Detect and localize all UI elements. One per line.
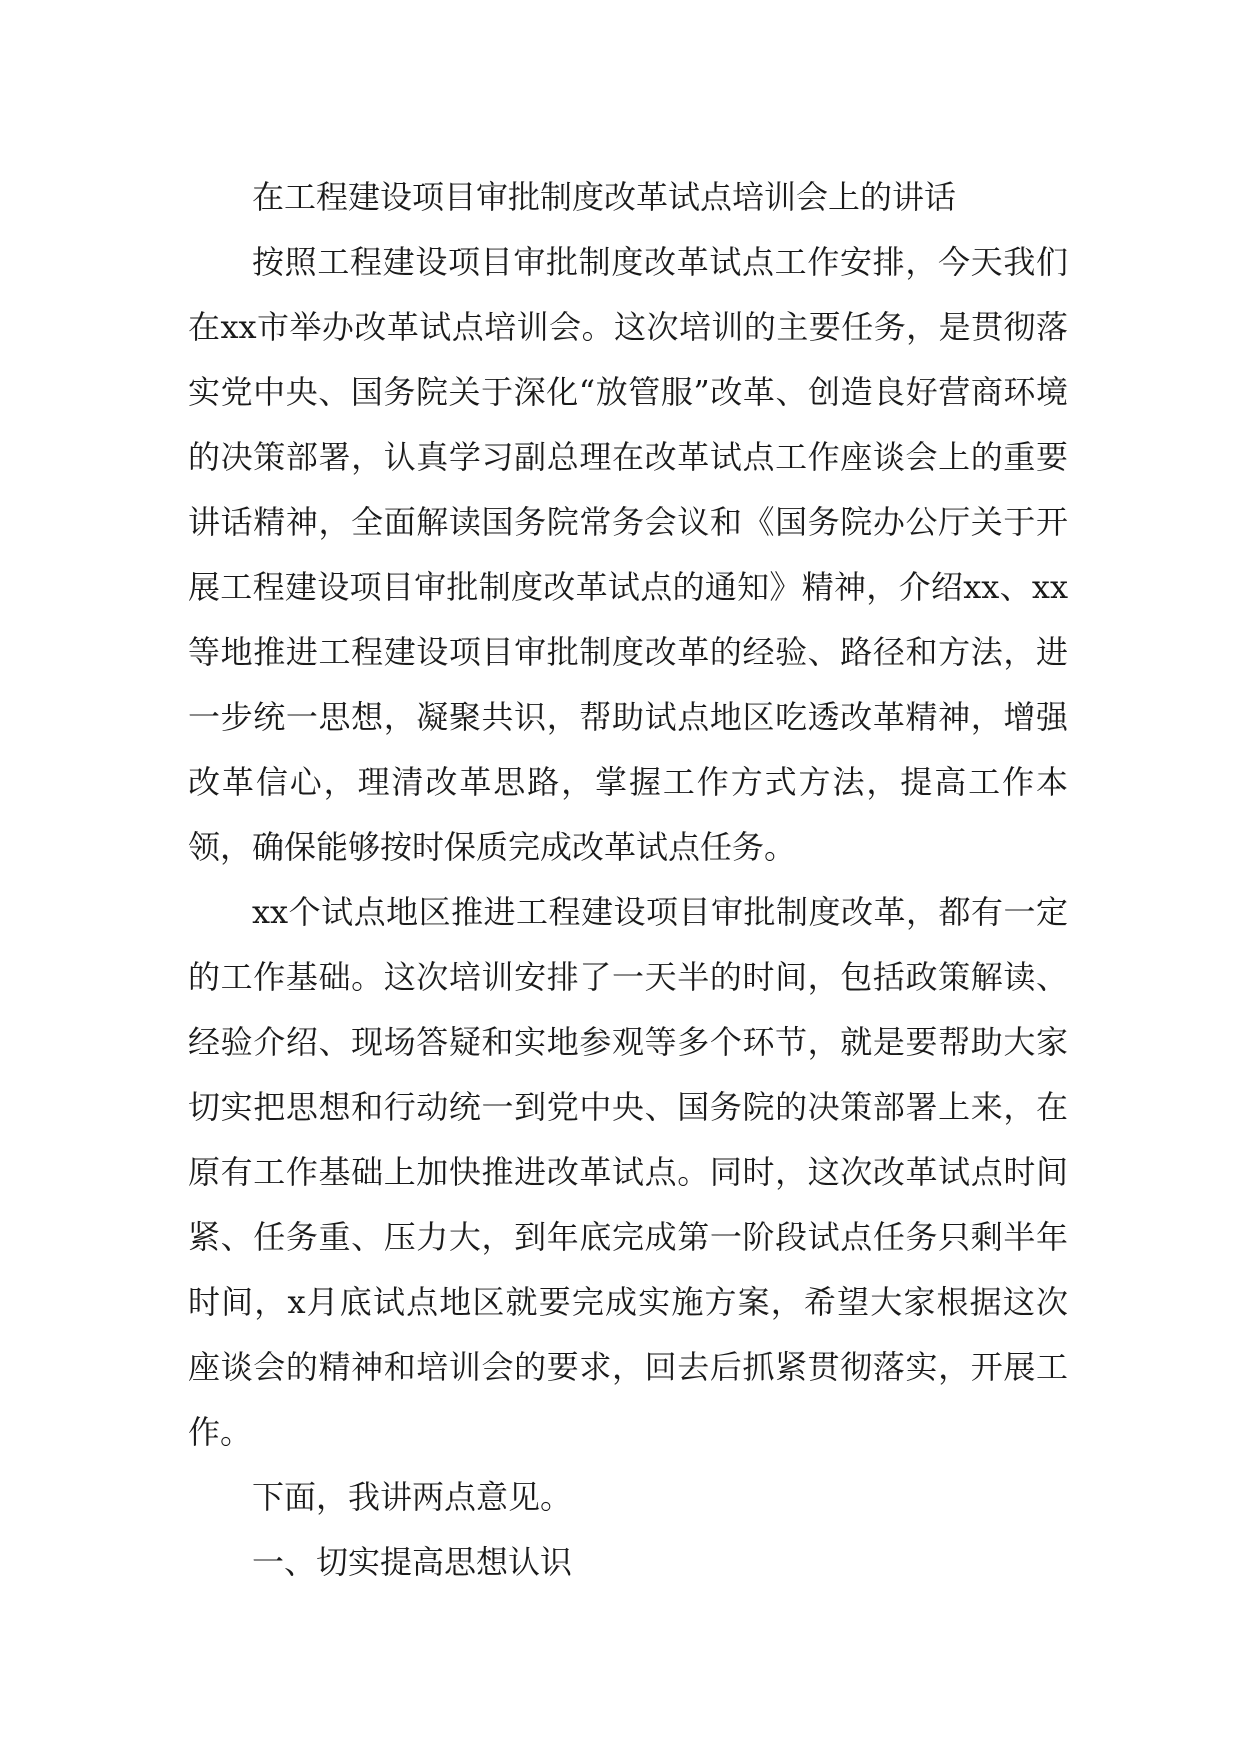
document-body xyxy=(188,165,1068,1595)
paragraph-3: 下面，我讲两点意见。 xyxy=(252,1478,573,1516)
paragraph-2: xx个试点地区推进工程建设项目审批制度改革，都有一定的工作基础。这次培训安排了一天半的时间，包括政策解读、经验介绍、现场答疑和实地参观等多个环节，就是要帮助大家切实把思想和行动统一到党中央、国务院的决策部署上来，在原有工作基础上加快推进改革试点。同时，这次改革试点时间紧、任务重、压力大，到年底完成第一阶段试点任务只剩半年时间，x月底试点地区就要完成实施方案，希望大家根据这次座谈会的精神和培训会的要求，回去后抓紧贯彻落实，开展工作。 xyxy=(188,893,1068,1451)
document-title: 在工程建设项目审批制度改革试点培训会上的讲话 xyxy=(252,178,957,216)
paragraph-1: 按照工程建设项目审批制度改革试点工作安排，今天我们在xx市举办改革试点培训会。这次培训的主要任务，是贯彻落实党中央、国务院关于深化“放管服”改革、创造良好营商环境的决策部署，认真学习副总理在改革试点工作座谈会上的重要讲话精神，全面解读国务院常务会议和《国务院办公厅关于开展工程建设项目审批制度改革试点的通知》精神，介绍xx、xx等地推进工程建设项目审批制度改革的经验、路径和方法，进一步统一思想，凝聚共识，帮助试点地区吃透改革精神，增强改革信心，理清改革思路，掌握工作方式方法，提高工作本领，确保能够按时保质完成改革试点任务。 xyxy=(188,243,1068,866)
section-heading: 一、切实提高思想认识 xyxy=(252,1543,573,1581)
